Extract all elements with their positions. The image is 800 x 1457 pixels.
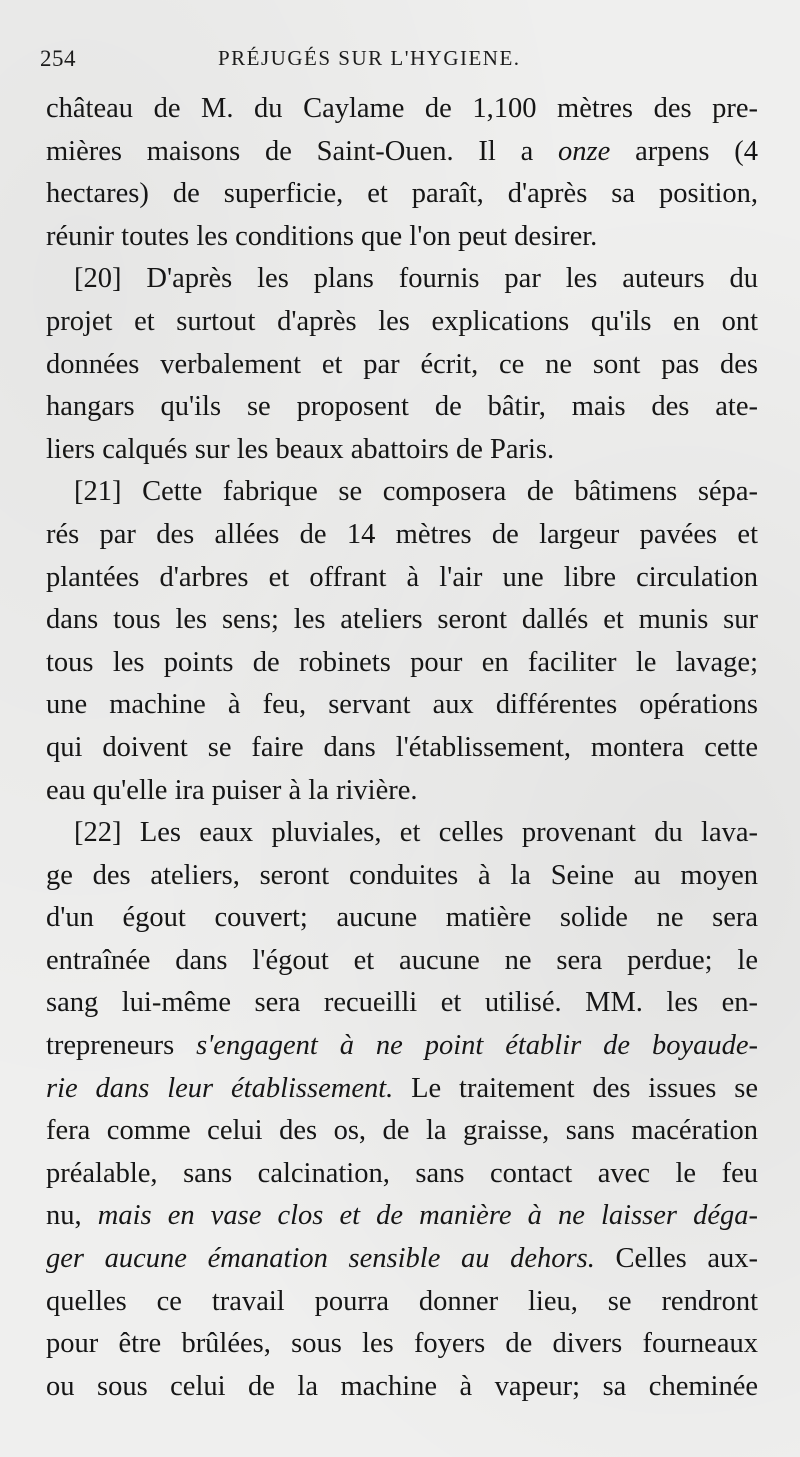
text-segment: arpens (4 (610, 135, 758, 167)
text-segment: préalable, sans calcination, sans contact avec le feu (46, 1157, 758, 1189)
text-segment: château de M. du Caylame de 1,100 mètres des pre- (46, 93, 758, 124)
text-line (46, 258, 758, 301)
text-line (46, 216, 758, 259)
italic-text: mais en vase clos et de manière à ne laisser déga- (97, 1200, 758, 1232)
text-line (46, 855, 758, 898)
text-segment: qui doivent se faire dans l'établissement, montera cette (46, 731, 758, 763)
text-segment: liers calqués sur les beaux abattoirs de Paris. (46, 433, 555, 465)
text-segment: hectares) de superficie, et paraît, d'après sa position, (46, 178, 758, 210)
text-segment: mières maisons de Saint-Ouen. Il a (46, 135, 559, 167)
text-segment: dans tous les sens; les ateliers seront dallés et munis sur (46, 604, 758, 636)
text-segment: eau qu'elle ira puiser à la rivière. (46, 774, 418, 806)
text-segment: ge des ateliers, seront conduites à la Seine au moyen (46, 859, 758, 891)
page-number: 254 (40, 46, 76, 71)
text-line (46, 1281, 758, 1324)
text-segment: réunir toutes les conditions que l'on peut desirer. (46, 220, 598, 252)
text-line (46, 514, 758, 557)
italic-text: onze (558, 135, 611, 167)
text-segment: trepreneurs (46, 1030, 197, 1062)
text-line (46, 1025, 758, 1068)
text-segment: données verbalement et par écrit, ce ne sont pas des (46, 348, 758, 380)
page-header (40, 46, 760, 76)
text-line (46, 131, 758, 174)
italic-text: ger aucune émanation sensible au dehors. (46, 1243, 595, 1275)
text-segment: nu, (46, 1200, 98, 1232)
text-segment: hangars qu'ils se proposent de bâtir, mais des ate- (46, 391, 758, 423)
text-line (46, 1153, 758, 1196)
text-line (46, 1238, 758, 1281)
text-segment: fera comme celui des os, de la graisse, sans macération (46, 1115, 758, 1147)
text-line (46, 1110, 758, 1153)
text-line (46, 557, 758, 600)
text-line (46, 642, 758, 685)
text-segment: [21] Cette fabrique se composera de bâtimens sépa- (74, 476, 758, 508)
text-line (46, 897, 758, 940)
text-segment: pour être brûlées, sous les foyers de divers fourneaux (46, 1328, 758, 1360)
running-head: PRÉJUGÉS SUR L'HYGIENE. (218, 46, 521, 70)
text-line (46, 940, 758, 983)
text-line (46, 770, 758, 813)
text-line (46, 471, 758, 514)
text-line (46, 1195, 758, 1238)
text-segment: plantées d'arbres et offrant à l'air une libre circulation (46, 561, 758, 593)
text-segment: projet et surtout d'après les explications qu'ils en ont (46, 305, 758, 337)
text-segment: une machine à feu, servant aux différentes opérations (46, 689, 758, 721)
text-line (46, 684, 758, 727)
italic-text: rie dans leur établissement. (46, 1072, 394, 1104)
text-segment: sang lui-même sera recueilli et utilisé. MM. les en- (46, 987, 758, 1019)
text-segment: Celles aux- (594, 1243, 758, 1275)
text-segment: quelles ce travail pourra donner lieu, se rendront (46, 1285, 758, 1317)
text-line (46, 301, 758, 344)
text-segment: tous les points de robinets pour en faciliter le lavage; (46, 646, 758, 678)
text-line (46, 386, 758, 429)
text-segment: [22] Les eaux pluviales, et celles provenant du lava- (74, 817, 758, 849)
text-line (46, 1323, 758, 1366)
italic-text: s'engagent à ne point établir de boyaude- (196, 1030, 758, 1062)
body-text (46, 88, 758, 1408)
text-segment: rés par des allées de 14 mètres de largeur pavées et (46, 518, 758, 550)
text-segment: d'un égout couvert; aucune matière solide ne sera (46, 902, 758, 934)
text-line (46, 429, 758, 472)
text-segment: entraînée dans l'égout et aucune ne sera perdue; le (46, 944, 758, 976)
text-line (46, 1366, 758, 1409)
text-line (46, 173, 758, 216)
text-line (46, 982, 758, 1025)
text-line (46, 812, 758, 855)
text-line (46, 727, 758, 770)
text-segment: ou sous celui de la machine à vapeur; sa cheminée (46, 1370, 758, 1402)
text-segment: [20] D'après les plans fournis par les auteurs du (74, 263, 758, 295)
text-line (46, 1068, 758, 1111)
text-line (46, 88, 758, 131)
text-segment: Le traitement des issues se (393, 1072, 758, 1104)
text-line (46, 599, 758, 642)
text-line (46, 344, 758, 387)
